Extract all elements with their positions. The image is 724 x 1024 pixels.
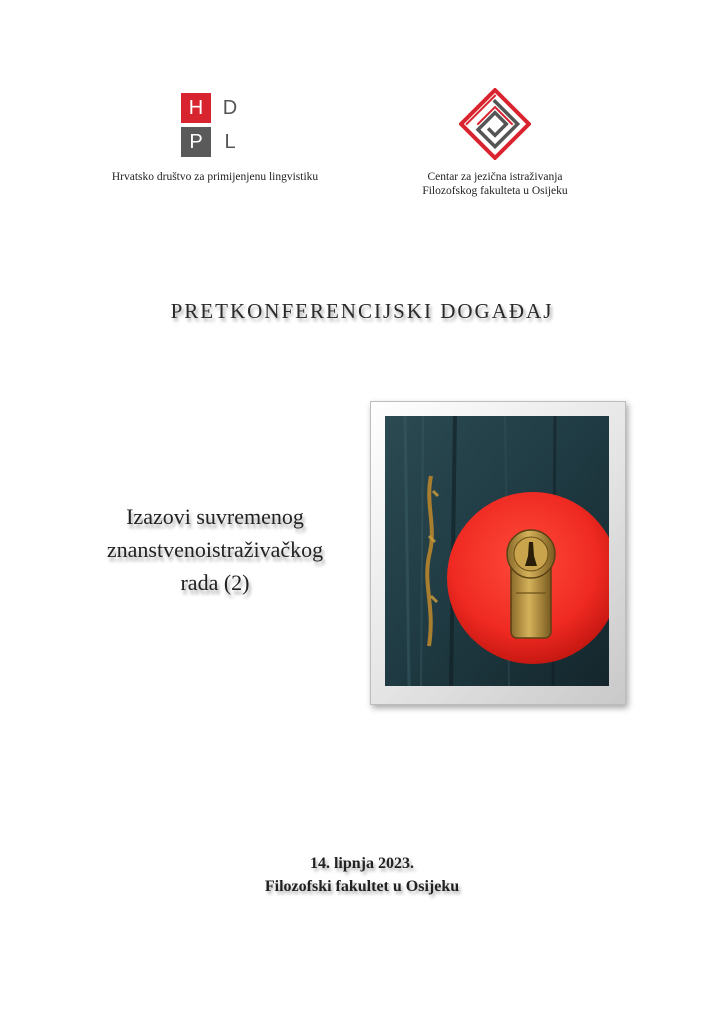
title-line1: Izazovi suvremenog [126, 504, 304, 529]
title-line2: znanstvenoistraživačkog [106, 537, 324, 562]
logo-letter-l: L [215, 127, 245, 157]
event-date: 14. lipnja 2023. [309, 855, 414, 872]
hdpl-organization-name: Hrvatsko društvo za primijenjenu lingvistiku [111, 171, 319, 183]
hdpl-logo [181, 93, 245, 157]
maze-diamond-icon [459, 88, 531, 160]
centre-name-line2: Filozofskog fakulteta u Osijeku [422, 185, 568, 197]
event-venue: Filozofski fakultet u Osijeku [264, 878, 460, 895]
logo-letter-h: H [181, 93, 211, 123]
event-title [70, 500, 360, 599]
logo-letter-p: P [181, 127, 211, 157]
centre-organization-name [385, 170, 605, 198]
photo-frame [370, 401, 626, 705]
keyhole-lock-icon [385, 416, 609, 686]
event-type-heading: PRETKONFERENCIJSKI DOGAĐAJ [170, 299, 554, 323]
logo-letter-d: D [215, 93, 245, 123]
title-line3: rada (2) [180, 570, 250, 595]
centre-name-line1: Centar za jezična istraživanja [427, 171, 563, 183]
